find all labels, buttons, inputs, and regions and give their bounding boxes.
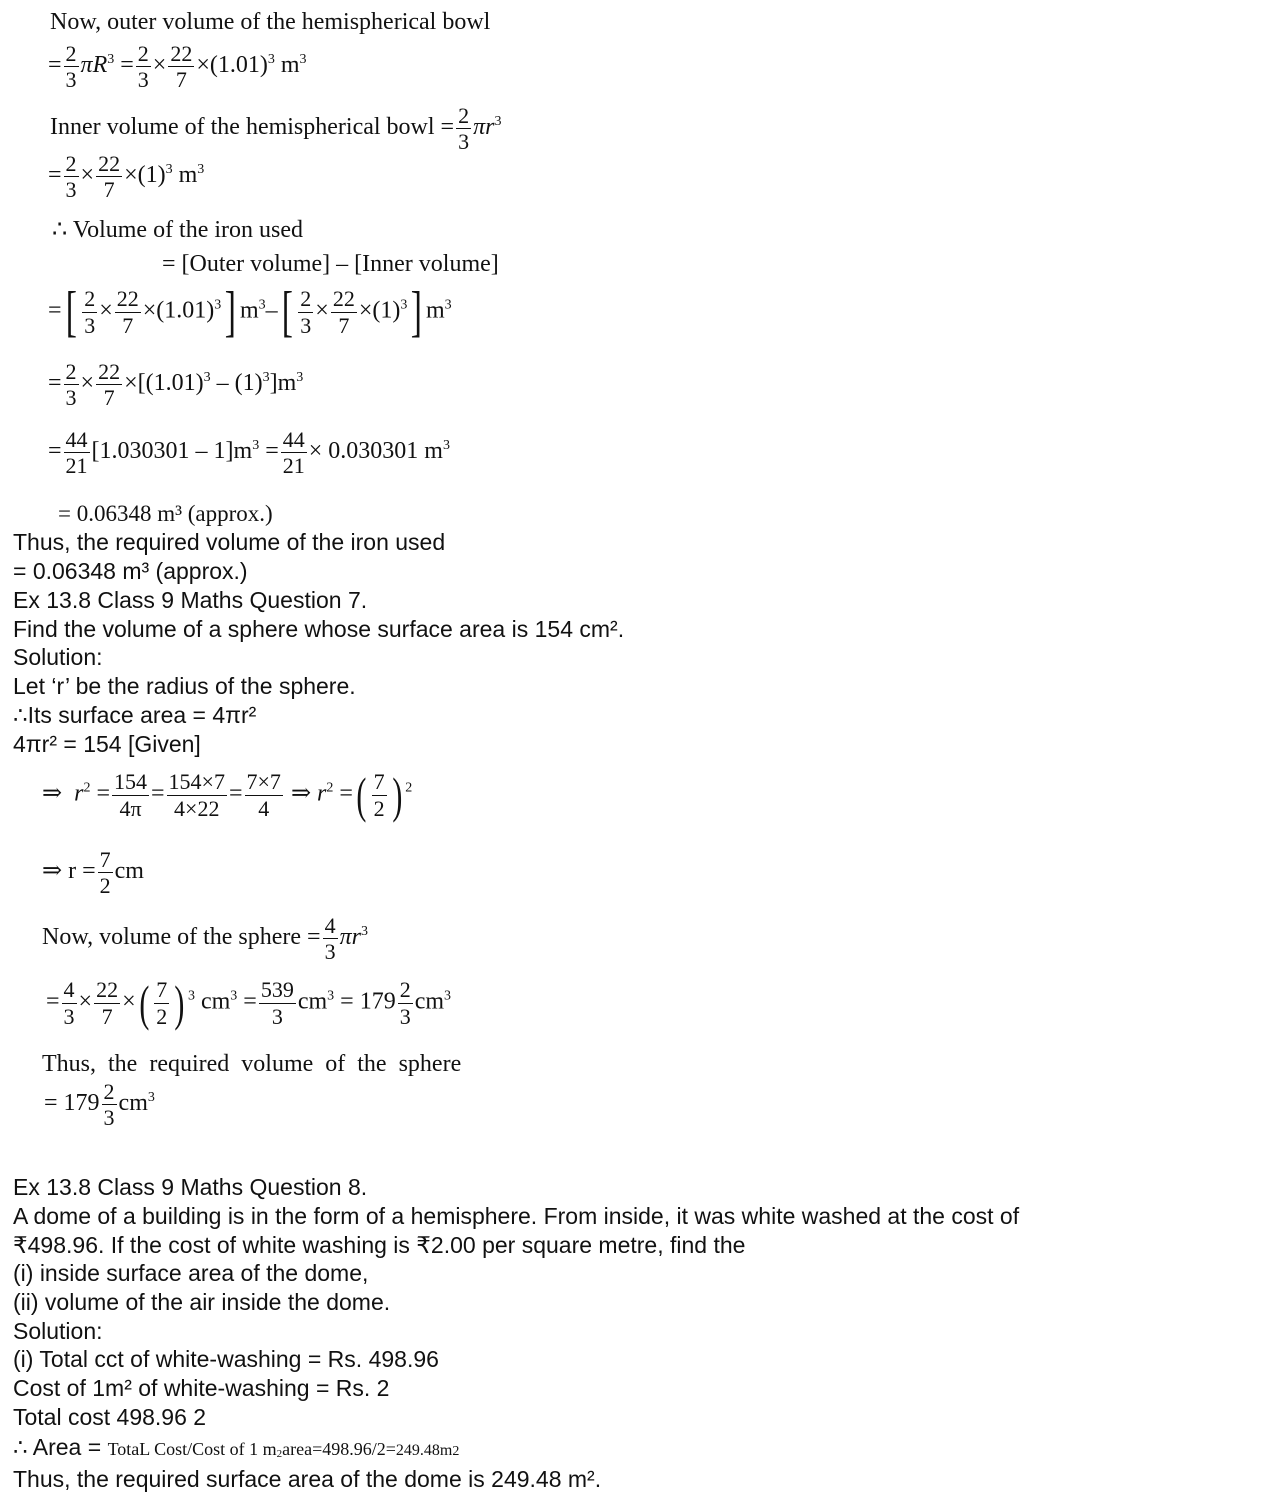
outer-volume-intro: Now, outer volume of the hemispherical bowl: [50, 9, 491, 35]
therefore-volume-iron: ∴ Volume of the iron used: [52, 217, 304, 243]
question-7-heading: Ex 13.8 Class 9 Maths Question 7.: [13, 587, 368, 613]
question-8-part-2: (ii) volume of the air inside the dome.: [13, 1289, 391, 1315]
area-formula-line: ∴ Area = TotaL Cost/Cost of 1 m2area=498.96/2=249.48m2: [13, 1434, 460, 1460]
iron-volume-value: = 0.06348 m³ (approx.): [13, 558, 248, 584]
r-value: ⇒ r = $\frac{7}{2}$ cm: [42, 847, 144, 899]
question-7-text: Find the volume of a sphere whose surface area is 154 cm².: [13, 616, 625, 642]
thus-sphere-volume: Thus, the required volume of the sphere: [42, 1051, 462, 1077]
cost-per-m2-line: Cost of 1m² of white-washing = Rs. 2: [13, 1375, 390, 1401]
sphere-volume-calc: = $\frac{4}{3}$ × $\frac{22}{7}$ ×( $\frac{7}{2}$ ) $^3$ $cm^3$ = $\frac{539}{3}$ $cm^3 = 179$ $\frac{2}{3}$ $cm^3$: [46, 975, 452, 1031]
solution-label-8: Solution:: [13, 1318, 103, 1344]
thus-surface-area: Thus, the required surface area of the dome is 249.48 m².: [13, 1466, 602, 1492]
factored-formula: = $\frac{2}{3}$ × $\frac{22}{7}$ $\times[(1.01)^3 - (1)^3]m^3$: [48, 359, 304, 411]
solution-label-7: Solution:: [13, 644, 103, 670]
inner-volume-formula: = $\frac{2}{3}$ × $\frac{22}{7}$ $\times(1)^3$ $m^3$: [48, 151, 205, 203]
thus-iron-volume: Thus, the required volume of the iron used: [13, 529, 446, 555]
question-8-part-1: (i) inside surface area of the dome,: [13, 1260, 369, 1286]
let-r-line: Let ‘r’ be the radius of the sphere.: [13, 673, 356, 699]
r-squared-derivation: ⇒ $r^2$ = $\frac{154}{4\pi}$ = $\frac{154\times 7}{4\times 22}$ = $\frac{7\times 7}{4}$ ⇒ $r^2$ =( $\frac{7}{2}$ ) $^2$: [42, 767, 413, 823]
outer-volume-formula: = $\frac{2}{3}$ $\pi R^3$ = $\frac{2}{3}$ × $\frac{22}{7}$ $\times(1.01)^3$ $m^3$: [48, 41, 307, 93]
total-cost-fraction: Total cost 498.96 2: [13, 1404, 207, 1430]
given-line: 4πr² = 154 [Given]: [13, 731, 201, 757]
outer-minus-inner: = [Outer volume] – [Inner volume]: [162, 251, 499, 277]
sphere-volume-intro: Now, volume of the sphere = $\frac{4}{3}$ $\pi r^3$: [42, 913, 368, 965]
question-8-line-2: ₹498.96. If the cost of white washing is ₹2.00 per square metre, find the: [13, 1232, 746, 1258]
question-8-heading: Ex 13.8 Class 9 Maths Question 8.: [13, 1174, 368, 1200]
inner-volume-intro: Inner volume of the hemispherical bowl = $\frac{2}{3}$ $\pi r^3$: [50, 103, 502, 155]
surface-area-line: ∴Its surface area = 4πr²: [13, 702, 257, 728]
bracket-difference-formula: =[ $\frac{2}{3}$ × $\frac{22}{7}$ $\times(1.01)^3$] $m^3-$[ $\frac{2}{3}$ × $\frac{22}{7}$ $\times(1)^3$] $m^3$: [48, 281, 452, 343]
total-cost-line: (i) Total cct of white-washing = Rs. 498.96: [13, 1346, 439, 1372]
sphere-volume-result: = 179 $\frac{2}{3}$ $cm^3$: [44, 1079, 155, 1131]
question-8-line-1: A dome of a building is in the form of a hemisphere. From inside, it was white washed at the cost of: [13, 1203, 1020, 1229]
approx-result: = 0.06348 m³ (approx.): [58, 501, 273, 526]
numeric-formula: = $\frac{44}{21}$ $[1.030301 - 1]m^3$ = $\frac{44}{21}$ × 0.030301 $m^3$: [48, 427, 450, 479]
